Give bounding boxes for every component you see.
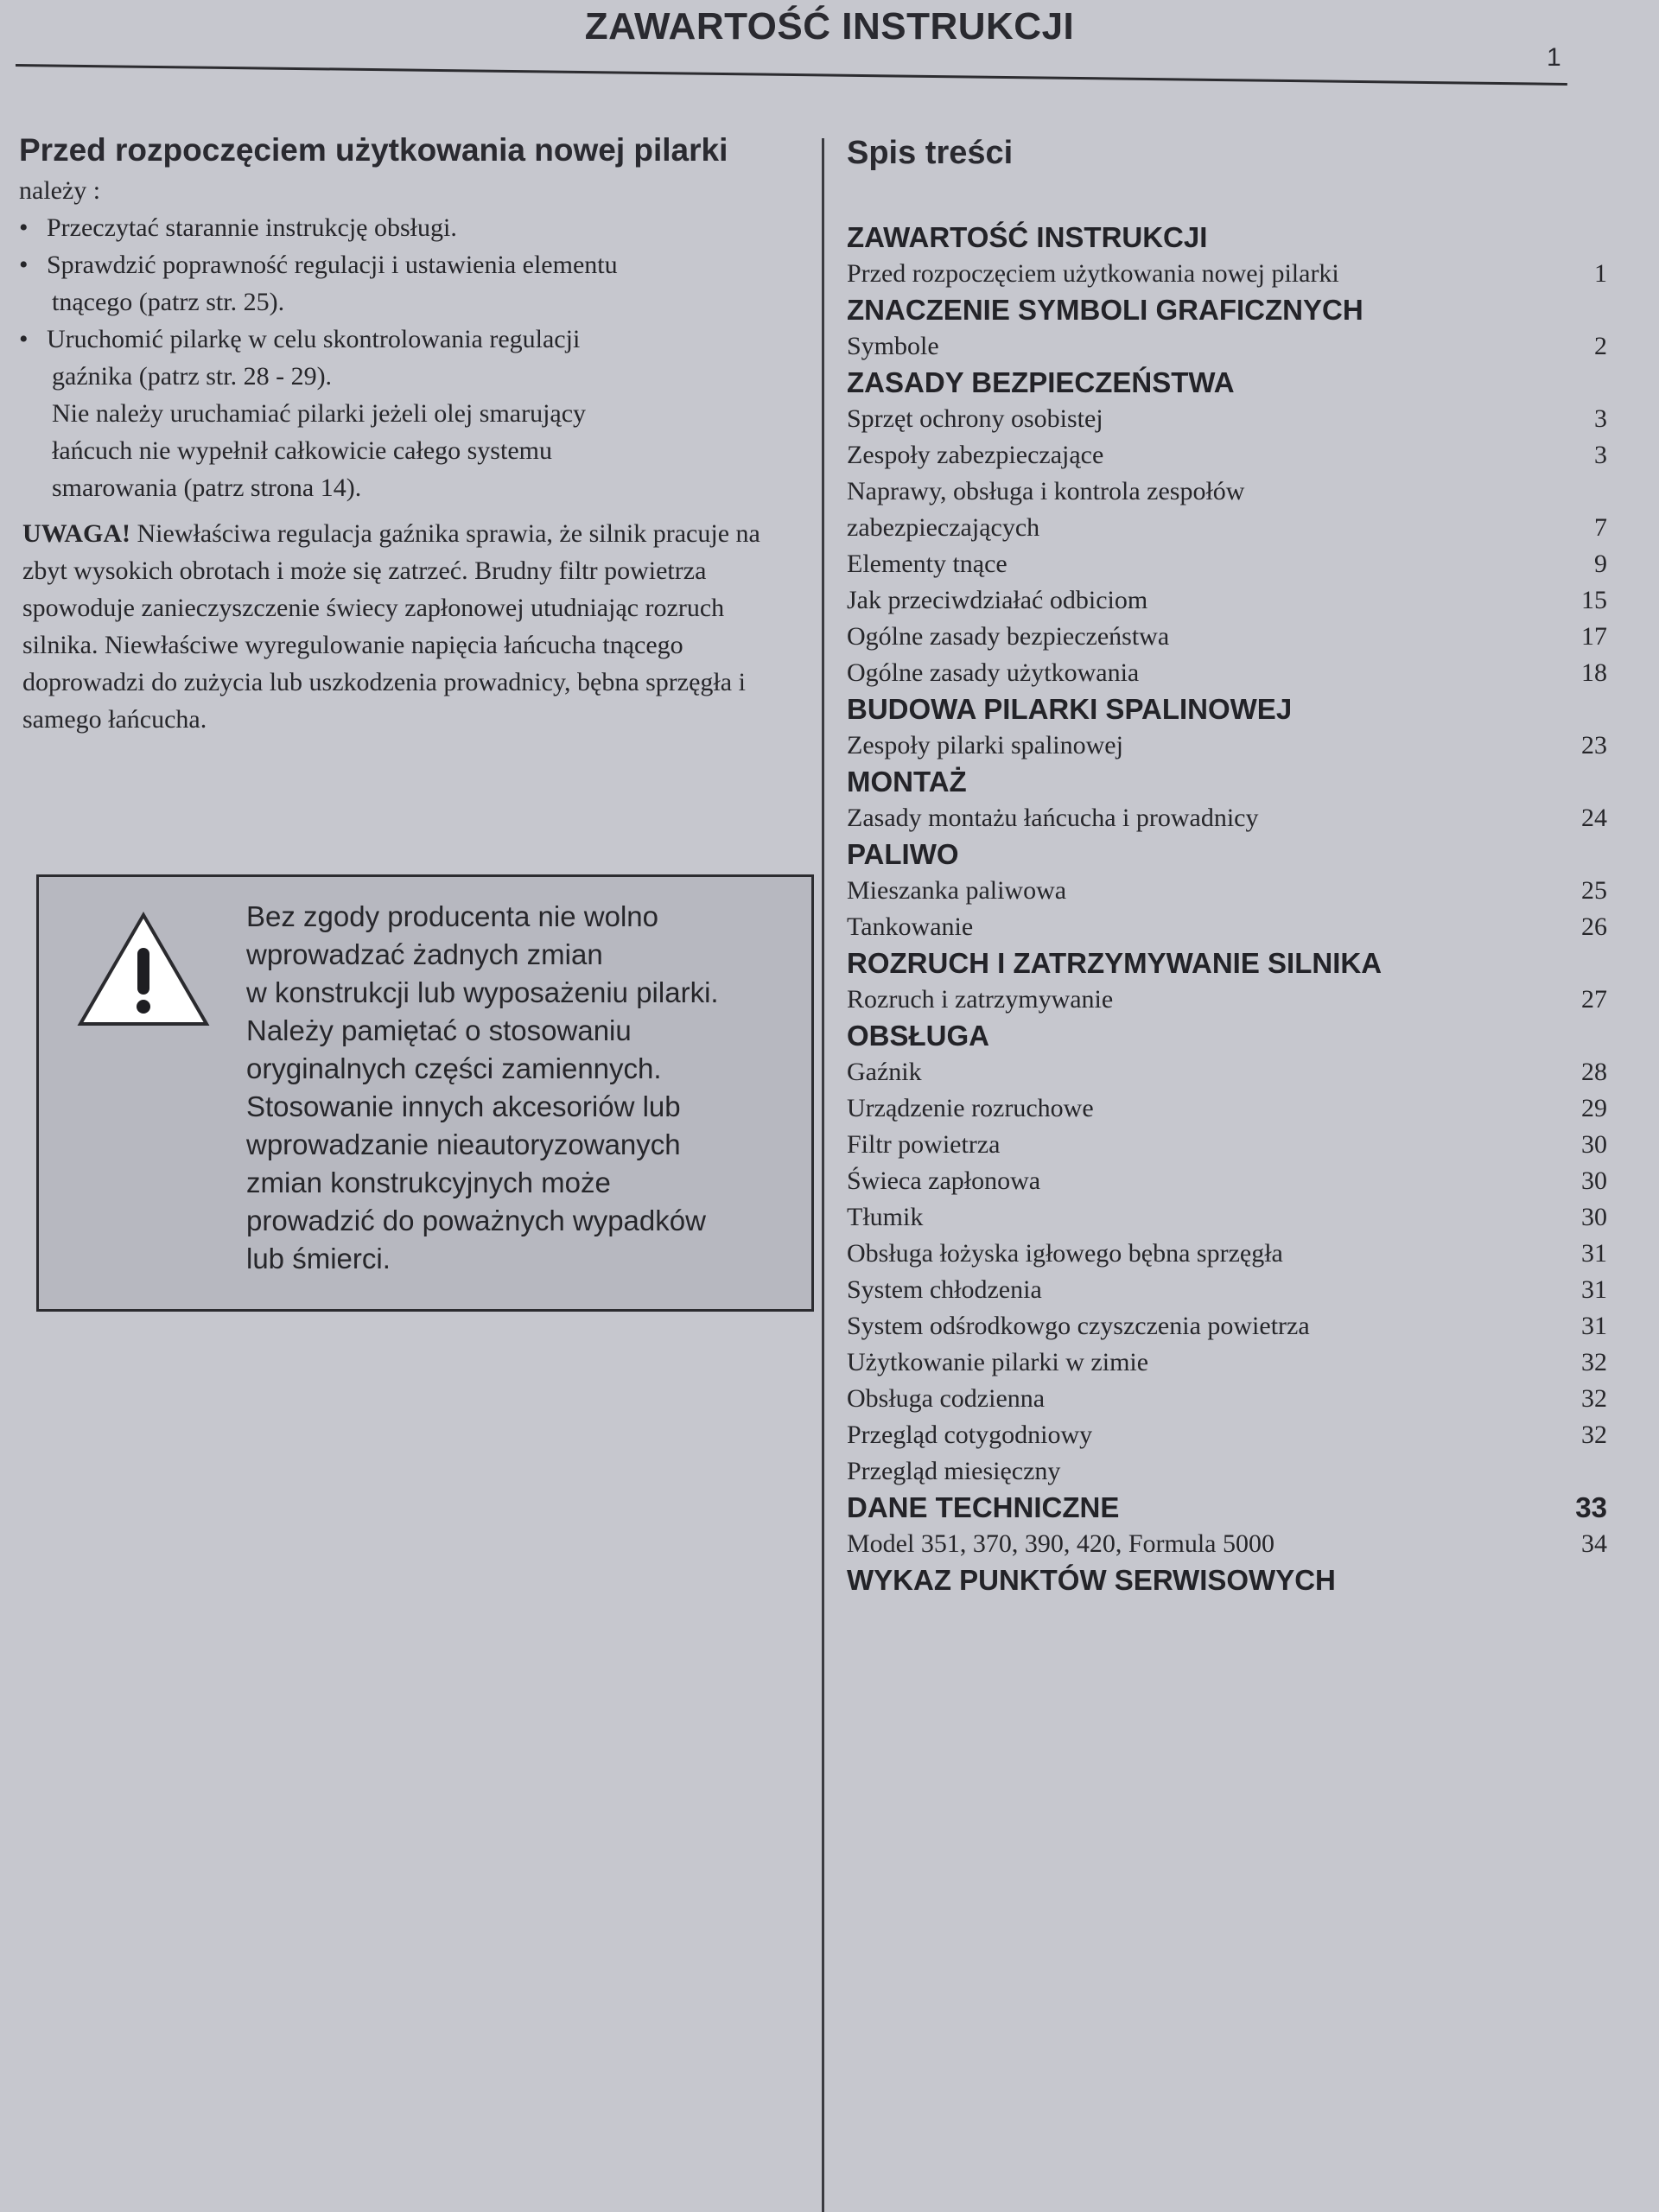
toc-label: Naprawy, obsługa i kontrola zespołów [847,477,1245,505]
caution-line: oryginalnych części zamiennych. [246,1052,662,1084]
toc-label: ZAWARTOŚĆ INSTRUKCJI [847,221,1208,253]
toc-entry [847,1054,1607,1090]
caution-line: wprowadzać żadnych zmian [246,938,603,970]
toc-entry [847,655,1607,691]
toc-page-number: 31 [1581,1312,1607,1340]
toc-entry [847,909,1607,945]
caution-box [36,874,814,1312]
toc-page-number: 34 [1581,1529,1607,1558]
caution-line: Stosowanie innych akcesoriów lub [246,1090,681,1122]
toc-page-number: 15 [1581,586,1607,614]
instruction-item [19,209,797,246]
toc-entry [847,1199,1607,1236]
instruction-text: Uruchomić pilarkę w celu skontrolowania regulacji [47,325,581,353]
caution-text [246,898,808,1278]
toc-label: ZASADY BEZPIECZEŃSTWA [847,366,1235,398]
toc-page-number: 7 [1594,513,1607,542]
toc-label: Obsługa codzienna [847,1384,1046,1413]
toc-label: Sprzęt ochrony osobistej [847,404,1103,433]
page-title: ZAWARTOŚĆ INSTRUKCJI [584,5,1075,48]
toc-section-heading [847,1490,1607,1526]
warning-label: UWAGA! [22,519,130,548]
toc-label: Tankowanie [847,912,974,941]
toc-section-heading [847,836,1607,873]
toc-page-number: 23 [1581,731,1607,760]
instruction-item [19,321,797,506]
table-of-contents [847,130,1607,1599]
toc-page-number: 3 [1594,404,1607,433]
toc-page-number: 32 [1581,1421,1607,1449]
toc-page-number: 1 [1594,259,1607,288]
toc-page-number: 2 [1594,332,1607,360]
toc-label: Zespoły pilarki spalinowej [847,731,1123,760]
toc-entry [847,1308,1607,1344]
toc-label: Ogólne zasady bezpieczeństwa [847,622,1170,651]
toc-entry [847,619,1607,655]
intro-lead: należy : [19,176,101,205]
toc-entry [847,437,1607,474]
toc-label: Ogólne zasady użytkowania [847,658,1140,687]
toc-page-number: 31 [1581,1275,1607,1304]
toc-label: Model 351, 370, 390, 420, Formula 5000 [847,1529,1274,1558]
instruction-text: Przeczytać starannie instrukcję obsługi. [47,213,457,242]
toc-label: MONTAŻ [847,766,967,798]
toc-label: System odśrodkowgo czyszczenia powietrza [847,1312,1310,1340]
toc-entry [847,546,1607,582]
toc-label: WYKAZ PUNKTÓW SERWISOWYCH [847,1564,1336,1596]
toc-label: Świeca zapłonowa [847,1166,1041,1195]
toc-entry [847,474,1607,510]
toc-entry [847,1381,1607,1417]
toc-page-number: 17 [1581,622,1607,651]
toc-entry [847,1344,1607,1381]
toc-label: BUDOWA PILARKI SPALINOWEJ [847,693,1293,725]
toc-label: Rozruch i zatrzymywanie [847,985,1114,1014]
toc-label: Mieszanka paliwowa [847,876,1067,905]
toc-section-heading [847,764,1607,800]
toc-label: Jak przeciwdziałać odbiciom [847,586,1148,614]
toc-page-number: 26 [1581,912,1607,941]
caution-line: lub śmierci. [246,1243,391,1274]
caution-line: prowadzić do poważnych wypadków [246,1205,706,1236]
toc-entry [847,1090,1607,1127]
toc-page-number: 25 [1581,876,1607,905]
toc-label: Obsługa łożyska igłowego bębna sprzęgła [847,1239,1283,1268]
page-number: 1 [1547,43,1561,72]
toc-section-heading [847,365,1607,401]
intro-heading: Przed rozpoczęciem użytkowania nowej pilarki [19,132,728,168]
warning-text: Niewłaściwa regulacja gaźnika sprawia, że silnik pracuje na zbyt wysokich obrotach i może się zatrzeć. Brudny filtr powietrza spowoduje zanieczyszczenie świecy zapłonowej utudniając rozruch silnika. Niewłaściwe wyregulowanie napięcia łańcucha tnącego doprowadzi do zużycia lub uszkodzenia prowadnicy, bębna sprzęgła i samego łańcucha. [22,519,760,734]
toc-section-heading [847,691,1607,728]
toc-label: Elementy tnące [847,550,1007,578]
caution-line: Bez zgody producenta nie wolno [246,900,658,932]
caution-line: w konstrukcji lub wyposażeniu pilarki. [246,976,719,1008]
toc-entry [847,1127,1607,1163]
toc-entry [847,1417,1607,1453]
toc-page-number: 27 [1581,985,1607,1014]
oil-note-line: Nie należy uruchamiać pilarki jeżeli olej smarujący [52,399,587,428]
toc-entry [847,1526,1607,1562]
toc-page-number: 18 [1581,658,1607,687]
toc-label: Zespoły zabezpieczające [847,441,1104,469]
toc-section-heading [847,1562,1607,1599]
toc-entry [847,1272,1607,1308]
toc-page-number: 28 [1581,1058,1607,1086]
toc-label: PALIWO [847,838,959,870]
column-divider [822,138,824,2212]
bullet-icon: • [19,213,29,242]
toc-entry [847,1236,1607,1272]
toc-entry [847,1453,1607,1490]
toc-label: Gaźnik [847,1058,922,1086]
toc-entry [847,982,1607,1018]
toc-section-heading [847,1018,1607,1054]
toc-label: Urządzenie rozruchowe [847,1094,1094,1122]
toc-entry [847,401,1607,437]
toc-page-number: 32 [1581,1348,1607,1376]
toc-label: Tłumik [847,1203,924,1231]
instruction-text: Sprawdzić poprawność regulacji i ustawienia elementu [47,251,618,279]
toc-page-number: 31 [1581,1239,1607,1268]
toc-list [847,219,1607,1599]
toc-label: System chłodzenia [847,1275,1042,1304]
toc-page-number: 30 [1581,1166,1607,1195]
bullet-icon: • [19,325,29,353]
toc-label: Symbole [847,332,939,360]
toc-label: zabezpieczających [847,513,1040,542]
toc-label: ZNACZENIE SYMBOLI GRAFICZNYCH [847,294,1363,326]
toc-entry [847,328,1607,365]
toc-entry [847,873,1607,909]
toc-label: ROZRUCH I ZATRZYMYWANIE SILNIKA [847,947,1382,979]
caution-line: zmian konstrukcyjnych może [246,1166,611,1198]
toc-entry [847,728,1607,764]
intro-section [19,130,797,738]
toc-entry [847,582,1607,619]
toc-page-number: 9 [1594,550,1607,578]
caution-line: wprowadzanie nieautoryzowanych [246,1128,681,1160]
toc-label: Przegląd cotygodniowy [847,1421,1093,1449]
toc-label: Użytkowanie pilarki w zimie [847,1348,1149,1376]
toc-label: Zasady montażu łańcucha i prowadnicy [847,804,1259,832]
warning-paragraph [22,515,797,738]
instruction-item [19,246,797,321]
toc-page-number: 29 [1581,1094,1607,1122]
toc-label: Przed rozpoczęciem użytkowania nowej pilarki [847,259,1339,288]
header-divider [16,64,1567,86]
warning-triangle-icon [77,912,210,1029]
toc-label: DANE TECHNICZNE [847,1491,1120,1523]
instruction-list [19,209,797,506]
instruction-continuation: tnącego (patrz str. 25). [52,288,285,316]
toc-title: Spis treści [847,135,1014,171]
toc-section-heading [847,292,1607,328]
toc-label: Przegląd miesięczny [847,1457,1061,1485]
toc-page-number: 30 [1581,1130,1607,1159]
bullet-icon: • [19,251,29,279]
caution-line: Należy pamiętać o stosowaniu [246,1014,632,1046]
toc-section-heading [847,219,1607,256]
toc-entry [847,1163,1607,1199]
toc-section-heading [847,945,1607,982]
oil-note-line: smarowania (patrz strona 14). [52,474,362,502]
toc-entry [847,800,1607,836]
toc-label: OBSŁUGA [847,1020,989,1052]
toc-label: Filtr powietrza [847,1130,1001,1159]
toc-page-number: 32 [1581,1384,1607,1413]
toc-page-number: 24 [1581,804,1607,832]
instruction-continuation: gaźnika (patrz str. 28 - 29). [52,362,333,391]
toc-page-number: 33 [1575,1491,1607,1523]
toc-page-number: 3 [1594,441,1607,469]
toc-entry [847,510,1607,546]
oil-note-line: łańcuch nie wypełnił całkowicie całego systemu [52,436,552,465]
toc-page-number: 30 [1581,1203,1607,1231]
toc-entry [847,256,1607,292]
